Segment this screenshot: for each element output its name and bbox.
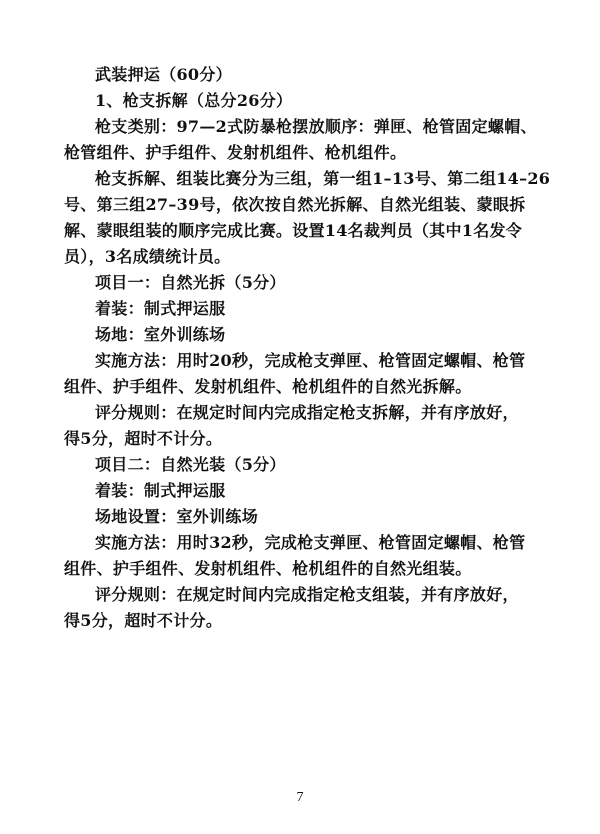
document-body (64, 62, 551, 634)
item-one-venue: 场地：室外训练场 (95, 325, 226, 344)
paragraph-line: 枪管组件、护手组件、发射机组件、枪机组件。 (64, 143, 407, 162)
paragraph-line: 解、蒙眼组装的顺序完成比赛。设置14名裁判员（其中1名发令 (64, 221, 523, 240)
paragraph-line: 员），3名成绩统计员。 (64, 247, 231, 266)
item-two-venue: 场地设置：室外训练场 (95, 507, 259, 526)
page-number: 7 (296, 790, 304, 805)
item-one-method (64, 348, 544, 400)
paragraph-line: 实施方法：用时20秒，完成枪支弹匣、枪管固定螺帽、枪管 (95, 351, 526, 370)
paragraph-line: 得5分，超时不计分。 (64, 611, 223, 630)
paragraph-line: 评分规则：在规定时间内完成指定枪支组装，并有序放好， (95, 585, 519, 604)
item-one-scoring (64, 400, 544, 452)
item-two-method (64, 530, 544, 582)
paragraph-line: 号、第三组27–39号，依次按自然光拆解、自然光组装、蒙眼拆 (64, 195, 526, 214)
item-one-attire: 着装：制式押运服 (95, 299, 226, 318)
paragraph-line: 组件、护手组件、发射机组件、枪机组件的自然光组装。 (64, 559, 472, 578)
item-one-heading: 项目一：自然光拆（5分） (95, 273, 286, 292)
item-two-heading: 项目二：自然光装（5分） (95, 455, 286, 474)
paragraph-line: 枪支拆解、组装比赛分为三组，第一组1–13号、第二组14–26 (95, 169, 551, 188)
item-two-attire: 着装：制式押运服 (95, 481, 226, 500)
subsection-heading: 1、枪支拆解（总分26分） (95, 91, 293, 110)
paragraph-line: 评分规则：在规定时间内完成指定枪支拆解，并有序放好， (95, 403, 519, 422)
paragraph-line: 得5分，超时不计分。 (64, 429, 223, 448)
paragraph-line: 实施方法：用时32秒，完成枪支弹匣、枪管固定螺帽、枪管 (95, 533, 526, 552)
item-two-scoring (64, 582, 544, 634)
paragraph-line: 组件、护手组件、发射机组件、枪机组件的自然光拆解。 (64, 377, 472, 396)
paragraph-competition-groups (64, 166, 551, 270)
paragraph-line: 枪支类别：97—2式防暴枪摆放顺序：弹匣、枪管固定螺帽、 (95, 117, 537, 136)
paragraph-gun-type (64, 114, 544, 166)
section-heading: 武装押运（60分） (95, 65, 232, 84)
